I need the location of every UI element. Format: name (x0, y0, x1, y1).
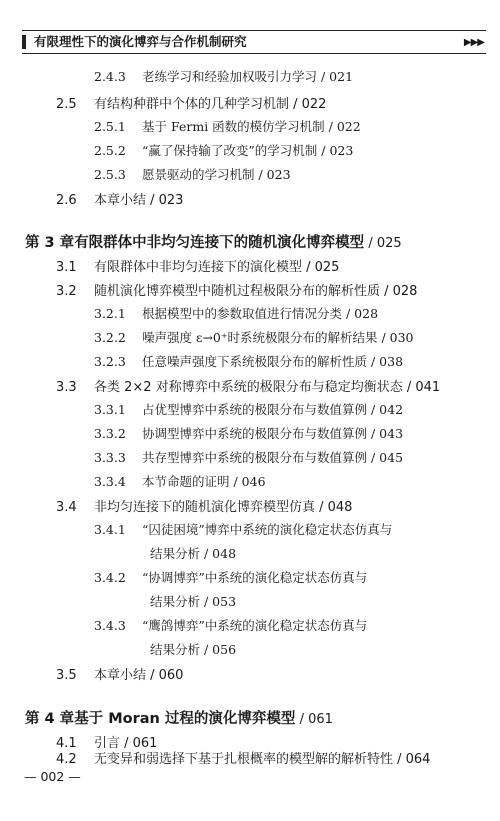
toc-entry-3-4-2[interactable] (94, 568, 367, 586)
arrows-icon: ▶▶▶ (463, 36, 484, 48)
toc-entry-2-5-1[interactable] (94, 117, 361, 135)
section-title-continued: 结果分析 / 056 (150, 642, 237, 657)
chapter-title: 有限群体中非均匀连接下的随机演化博弈模型 (74, 235, 365, 251)
section-title: 本章小结 / 023 (94, 193, 184, 208)
section-number: 3.3 (56, 380, 77, 395)
section-number: 3.4.2 (94, 570, 126, 585)
section-title: 噪声强度 ε→0⁺时系统极限分布的解析结果 / 030 (142, 330, 414, 345)
section-number: 2.5.1 (94, 119, 126, 134)
chapter-page: / 061 (295, 712, 333, 727)
toc-entry-2-6[interactable] (56, 189, 183, 208)
section-title: 任意噪声强度下系统极限分布的解析性质 / 038 (142, 354, 404, 369)
section-number: 3.4.1 (94, 522, 126, 537)
section-title: 有结构种群中个体的几种学习机制 / 022 (94, 97, 327, 112)
section-number: 3.2.1 (94, 306, 126, 321)
section-title: 随机演化博弈模型中随机过程极限分布的解析性质 / 028 (94, 284, 418, 299)
section-number: 3.3.3 (94, 450, 126, 465)
section-title: 共存型博弈中系统的极限分布与数值算例 / 045 (142, 450, 404, 465)
section-title: 本节命题的证明 / 046 (142, 474, 266, 489)
toc-chapter-4[interactable] (25, 707, 333, 728)
toc-entry-2-5-2[interactable] (94, 141, 353, 159)
section-number: 4.2 (56, 752, 77, 767)
toc-entry-4-2[interactable] (56, 748, 430, 767)
toc-entry-3-4[interactable] (56, 496, 352, 515)
section-title: 老练学习和经验加权吸引力学习 / 021 (142, 69, 354, 84)
section-title-continued: 结果分析 / 053 (150, 594, 237, 609)
chapter-number: 第 3 章 (25, 235, 75, 251)
section-number: 3.4.3 (94, 618, 126, 633)
section-number: 3.1 (56, 260, 77, 275)
section-title: “协调博弈”中系统的演化稳定状态仿真与 (142, 570, 368, 585)
section-title: 协调型博弈中系统的极限分布与数值算例 / 043 (142, 426, 404, 441)
section-number: 2.5.3 (94, 167, 126, 182)
section-title: 基于 Fermi 函数的模仿学习机制 / 022 (142, 119, 361, 134)
toc-entry-2-5[interactable] (56, 93, 326, 112)
toc-entry-3-3-3[interactable] (94, 448, 403, 466)
toc-entry-3-4-1-continued[interactable] (150, 544, 236, 562)
section-number: 3.3.1 (94, 402, 126, 417)
toc-entry-2-5-3[interactable] (94, 165, 291, 183)
page-number: — 002 — (24, 769, 81, 784)
running-header (22, 30, 486, 54)
section-number: 3.4 (56, 500, 77, 515)
toc-entry-3-2-3[interactable] (94, 352, 403, 370)
section-number: 3.2 (56, 284, 77, 299)
section-number: 3.5 (56, 668, 77, 683)
section-number: 3.2.3 (94, 354, 126, 369)
toc-entry-3-3-1[interactable] (94, 400, 403, 418)
toc-entry-3-4-2-continued[interactable] (150, 592, 236, 610)
book-title: 有限理性下的演化博弈与合作机制研究 (22, 35, 247, 49)
toc-entry-3-2-1[interactable] (94, 304, 378, 322)
section-title: 无变异和弱选择下基于扎根概率的模型解的解析特性 / 064 (94, 752, 431, 767)
toc-entry-3-4-3-continued[interactable] (150, 640, 236, 658)
section-title: 本章小结 / 060 (94, 668, 184, 683)
toc-entry-3-3[interactable] (56, 376, 440, 395)
section-title-continued: 结果分析 / 048 (150, 546, 237, 561)
toc-entry-2-4-3[interactable] (94, 67, 353, 85)
section-number: 2.5.2 (94, 143, 126, 158)
section-number: 4.1 (56, 736, 77, 751)
section-title: 愿景驱动的学习机制 / 023 (142, 167, 291, 182)
section-title: “鹰鸽博弈”中系统的演化稳定状态仿真与 (142, 618, 368, 633)
toc-entry-3-3-4[interactable] (94, 472, 266, 490)
section-title: “赢了保持输了改变”的学习机制 / 023 (142, 143, 354, 158)
chapter-title: 基于 Moran 过程的演化博弈模型 (74, 711, 296, 727)
toc-entry-3-4-3[interactable] (94, 616, 367, 634)
section-title: 引言 / 061 (94, 736, 158, 751)
section-title: “囚徒困境”博弈中系统的演化稳定状态仿真与 (142, 522, 393, 537)
section-title: 根据模型中的参数取值进行情况分类 / 028 (142, 306, 379, 321)
toc-entry-3-1[interactable] (56, 256, 339, 275)
section-title: 有限群体中非均匀连接下的演化模型 / 025 (94, 260, 340, 275)
chapter-page: / 025 (364, 236, 402, 251)
section-number: 3.3.2 (94, 426, 126, 441)
toc-entry-3-3-2[interactable] (94, 424, 403, 442)
section-number: 3.2.2 (94, 330, 126, 345)
section-title: 非均匀连接下的随机演化博弈模型仿真 / 048 (94, 500, 353, 515)
toc-entry-3-2[interactable] (56, 280, 417, 299)
section-number: 2.6 (56, 193, 77, 208)
toc-entry-3-2-2[interactable] (94, 328, 414, 346)
toc-entry-3-4-1[interactable] (94, 520, 392, 538)
chapter-number: 第 4 章 (25, 711, 75, 727)
section-number: 2.5 (56, 97, 77, 112)
section-title: 占优型博弈中系统的极限分布与数值算例 / 042 (142, 402, 404, 417)
section-number: 3.3.4 (94, 474, 126, 489)
toc-entry-3-5[interactable] (56, 664, 183, 683)
toc-chapter-3[interactable] (25, 231, 402, 252)
section-number: 2.4.3 (94, 69, 126, 84)
section-title: 各类 2×2 对称博弈中系统的极限分布与稳定均衡状态 / 041 (94, 380, 441, 395)
